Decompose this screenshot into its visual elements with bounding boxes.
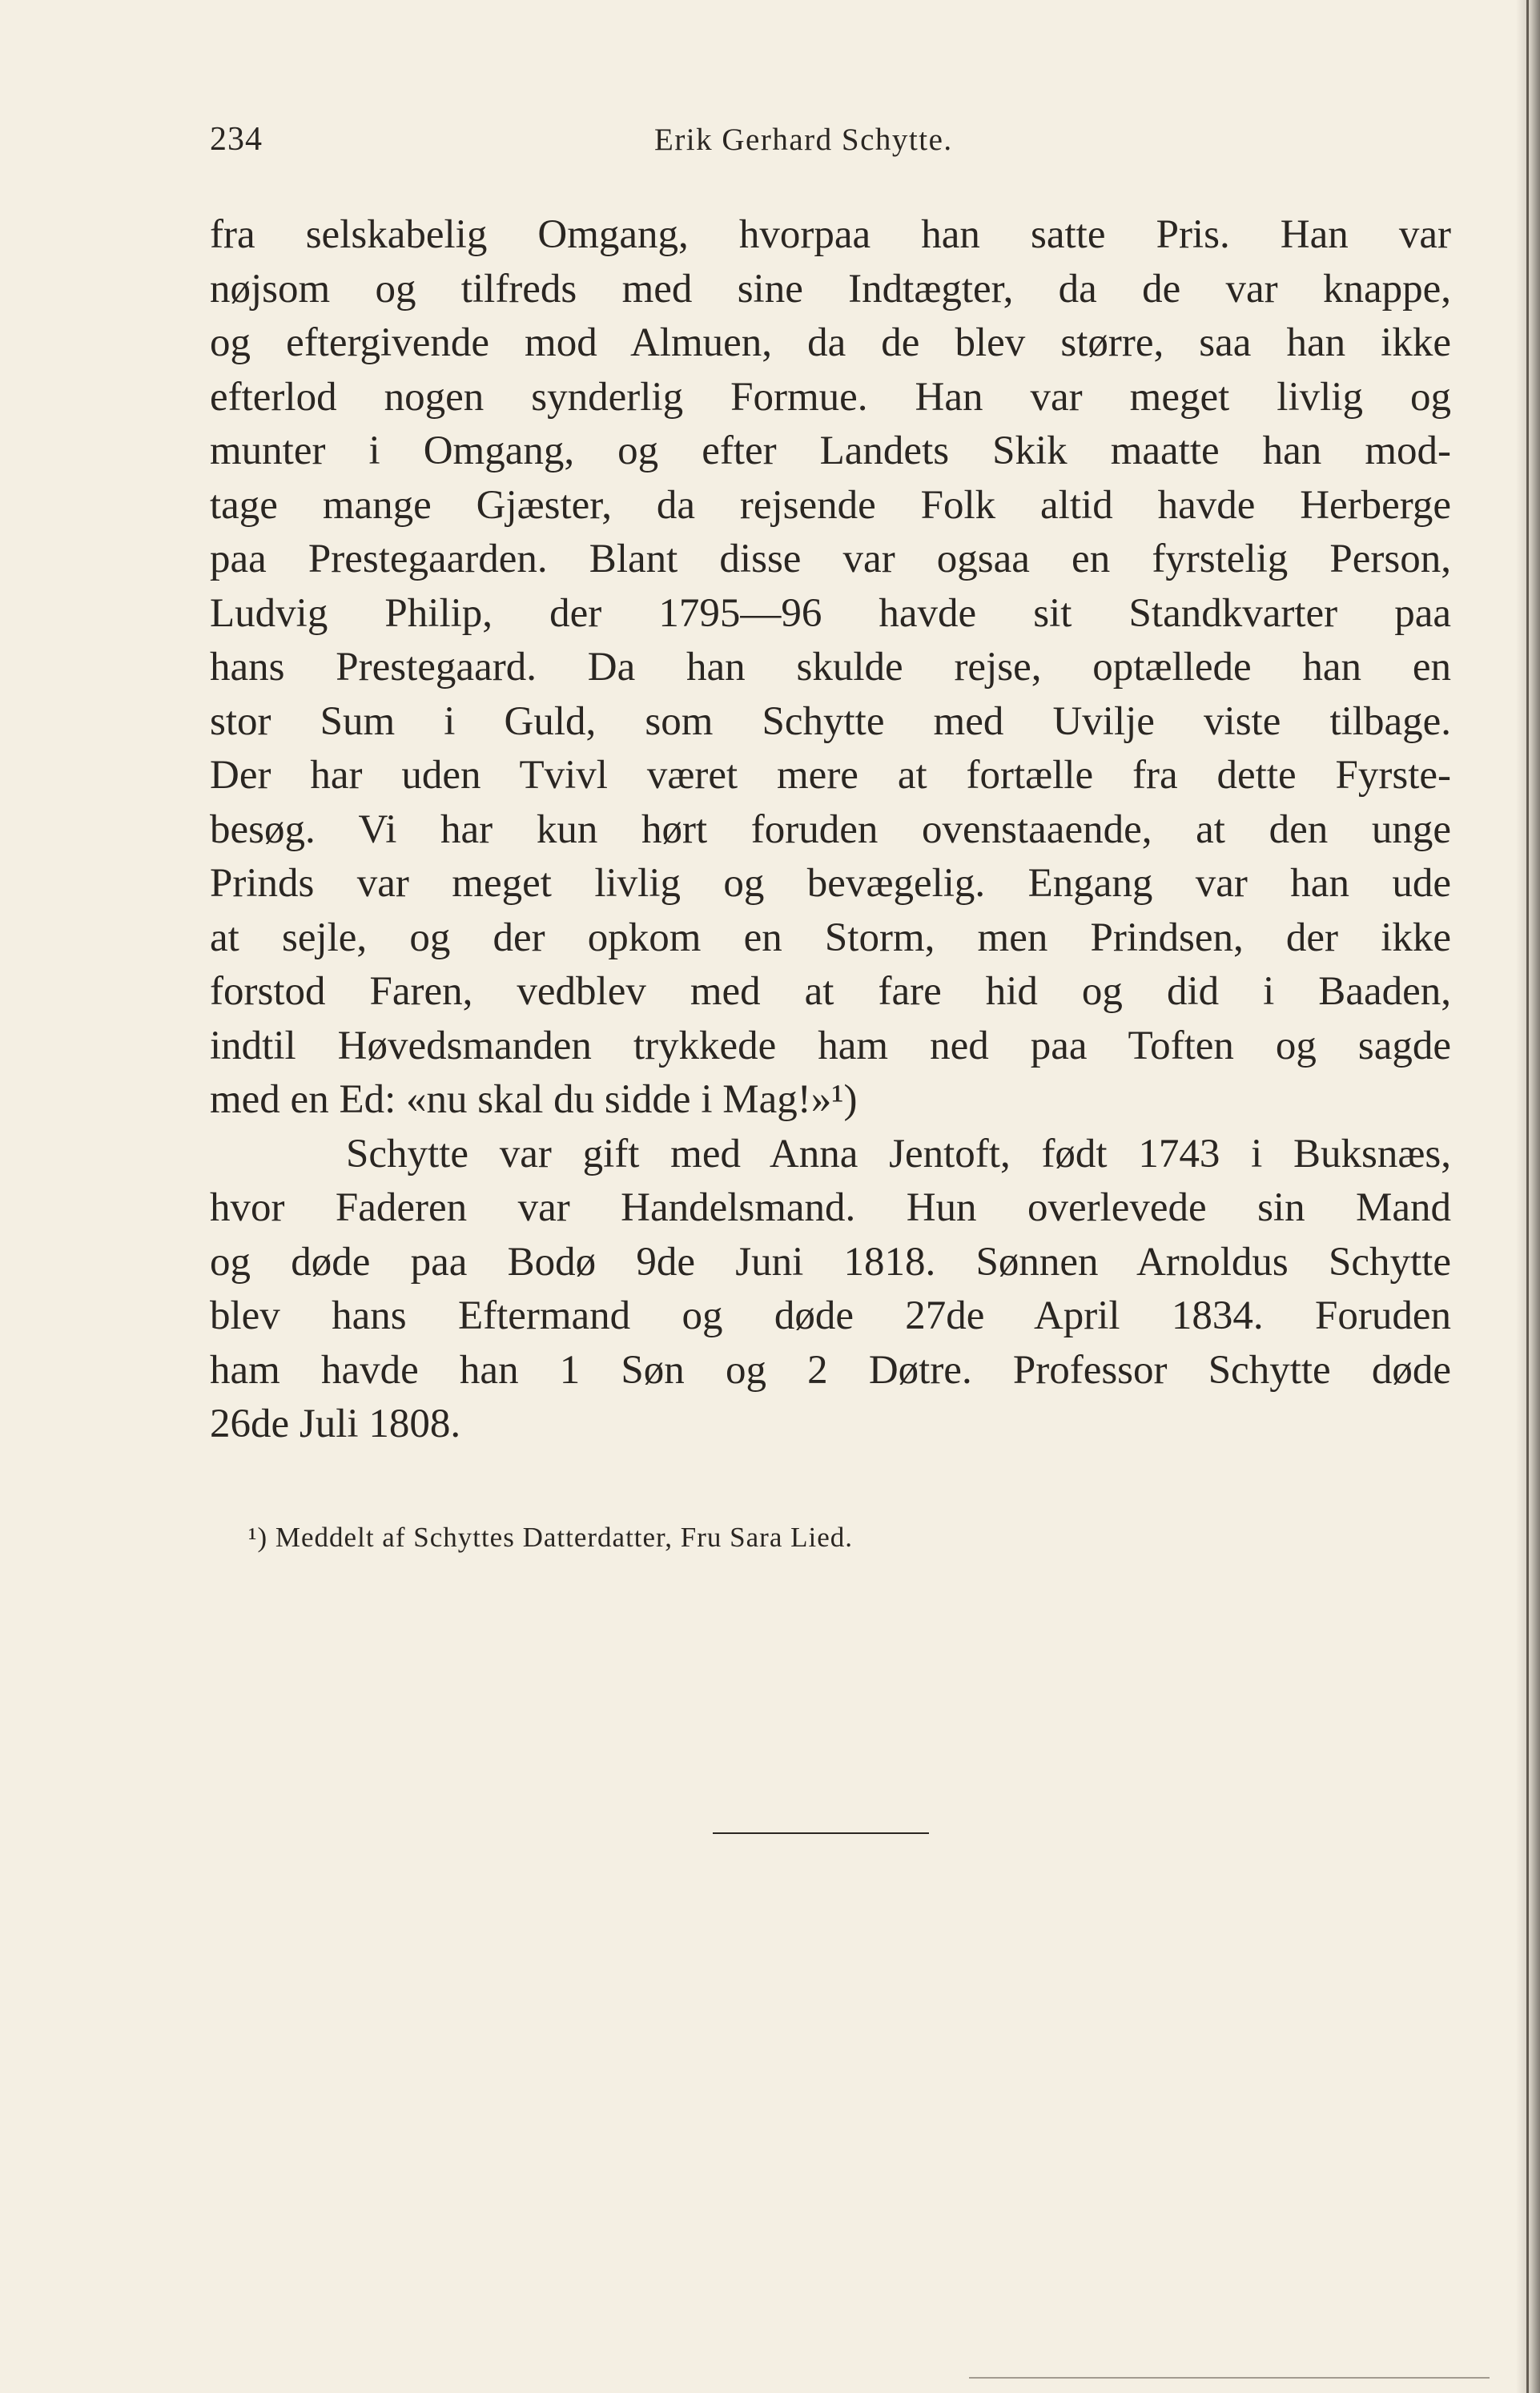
text-line: Prinds var meget livlig og bevægelig. Engang var han ude (210, 861, 1451, 906)
text-line: indtil Høvedsmanden trykkede ham ned paa Toften og sagde (210, 1023, 1451, 1068)
text-line: fra selskabelig Omgang, hvorpaa han satte Pris. Han var (210, 212, 1451, 257)
text-line: Schytte var gift med Anna Jentoft, født 1743 i Buksnæs, (346, 1131, 1451, 1176)
body-text (210, 208, 1451, 1452)
running-title: Erik Gerhard Schytte. (654, 123, 953, 157)
text-line: munter i Omgang, og efter Landets Skik maatte han mod- (210, 428, 1451, 473)
text-line: Der har uden Tvivl været mere at fortælle fra dette Fyrste- (210, 753, 1451, 798)
text-line: ham havde han 1 Søn og 2 Døtre. Professor Schytte døde (210, 1347, 1451, 1393)
page-number: 234 (210, 121, 263, 158)
text-line: og eftergivende mod Almuen, da de blev større, saa han ikke (210, 320, 1451, 365)
text-line: tage mange Gjæster, da rejsende Folk altid havde Herberge (210, 482, 1451, 528)
running-head (210, 120, 1451, 168)
text-line: forstod Faren, vedblev med at fare hid og did i Baaden, (210, 969, 1451, 1014)
text-line: Ludvig Philip, der 1795—96 havde sit Standkvarter paa (210, 590, 1451, 636)
text-line: 26de Juli 1808. (210, 1402, 461, 1446)
page-edge-line (1526, 0, 1529, 2393)
end-rule (713, 1832, 929, 1834)
text-line: stor Sum i Guld, som Schytte med Uvilje viste tilbage. (210, 698, 1451, 744)
text-line: besøg. Vi har kun hørt foruden ovenstaaende, at den unge (210, 806, 1451, 852)
text-line: med en Ed: «nu skal du sidde i Mag!»¹) (210, 1077, 858, 1122)
text-line: og døde paa Bodø 9de Juni 1818. Sønnen Arnoldus Schytte (210, 1239, 1451, 1285)
scan-edge-mark (969, 2377, 1490, 2379)
text-line: blev hans Eftermand og døde 27de April 1834. Foruden (210, 1293, 1451, 1338)
text-line: hvor Faderen var Handelsmand. Hun overlevede sin Mand (210, 1185, 1451, 1230)
text-line: at sejle, og der opkom en Storm, men Prindsen, der ikke (210, 915, 1451, 960)
footnote: ¹) Meddelt af Schyttes Datterdatter, Fru Sara Lied. (248, 1522, 853, 1553)
text-line: nøjsom og tilfreds med sine Indtægter, da de var knappe, (210, 266, 1451, 312)
text-line: paa Prestegaarden. Blant disse var ogsaa en fyrstelig Person, (210, 537, 1451, 581)
text-line: hans Prestegaard. Da han skulde rejse, optællede han en (210, 645, 1451, 690)
text-line: efterlod nogen synderlig Formue. Han var meget livlig og (210, 374, 1451, 420)
